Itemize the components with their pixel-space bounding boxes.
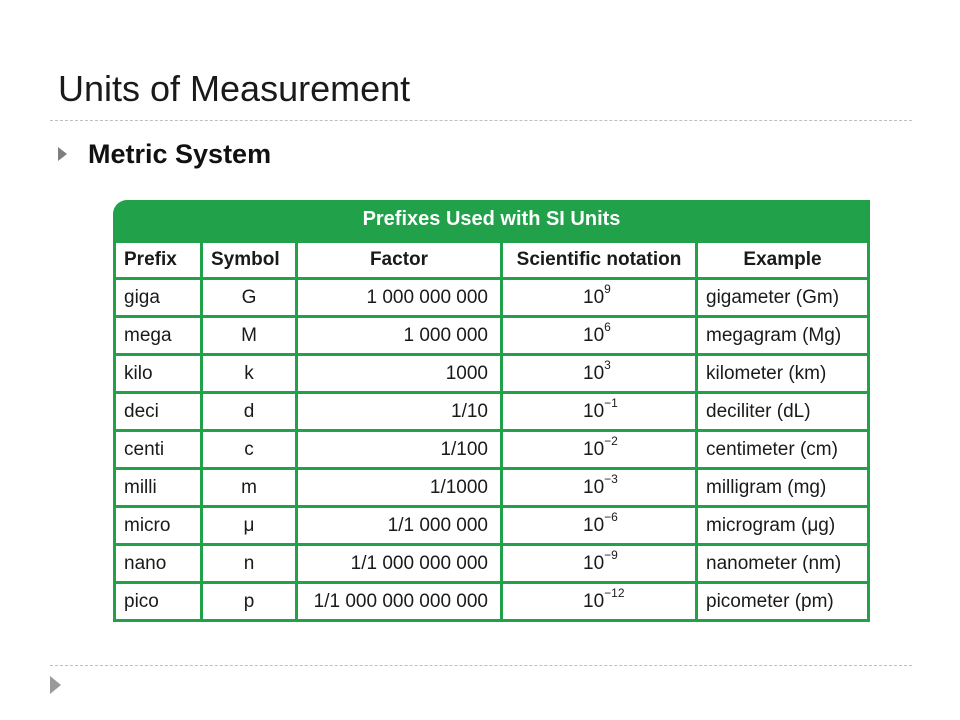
table-row [115,355,869,393]
table-row [115,545,869,583]
table-row [115,279,869,317]
sci-base: 10 [583,514,605,536]
cell-symbol: n [202,545,297,583]
header-scientific-notation: Scientific notation [502,242,697,279]
cell-symbol: μ [202,507,297,545]
header-factor: Factor [297,242,502,279]
cell-example: microgram (μg) [697,507,869,545]
footer-triangle-icon [50,676,61,694]
cell-prefix: kilo [115,355,202,393]
cell-example: centimeter (cm) [697,431,869,469]
table-row [115,317,869,355]
cell-symbol: c [202,431,297,469]
cell-example: deciliter (dL) [697,393,869,431]
table-row [115,469,869,507]
header-row [115,242,869,279]
sci-base: 10 [583,438,605,460]
sci-base: 10 [583,324,605,346]
cell-factor: 1/1 000 000 [297,507,502,545]
table-body [115,279,869,621]
cell-example: kilometer (km) [697,355,869,393]
cell-prefix: micro [115,507,202,545]
sci-exponent: 3 [604,358,611,373]
cell-example: gigameter (Gm) [697,279,869,317]
cell-scientific-notation [502,393,697,431]
cell-scientific-notation [502,507,697,545]
sci-base: 10 [583,552,605,574]
cell-prefix: deci [115,393,202,431]
cell-scientific-notation [502,545,697,583]
header-example: Example [697,242,869,279]
cell-symbol: p [202,583,297,621]
sci-exponent: −9 [604,548,618,563]
cell-factor: 1/1000 [297,469,502,507]
table-caption: Prefixes Used with SI Units [113,200,870,240]
cell-symbol: k [202,355,297,393]
sci-base: 10 [583,362,605,384]
sci-exponent: 9 [604,282,611,297]
cell-prefix: milli [115,469,202,507]
cell-prefix: mega [115,317,202,355]
cell-scientific-notation [502,469,697,507]
cell-scientific-notation [502,355,697,393]
cell-symbol: m [202,469,297,507]
bullet-triangle-icon [58,147,67,161]
cell-symbol: M [202,317,297,355]
header-prefix: Prefix [115,242,202,279]
footer-divider [50,665,912,666]
sci-base: 10 [583,400,605,422]
cell-factor: 1 000 000 000 [297,279,502,317]
bullet-text: Metric System [88,139,272,169]
cell-prefix: nano [115,545,202,583]
table-row [115,393,869,431]
cell-symbol: G [202,279,297,317]
cell-prefix: giga [115,279,202,317]
cell-scientific-notation [502,317,697,355]
cell-factor: 1/1 000 000 000 000 [297,583,502,621]
sci-base: 10 [583,590,605,612]
table-row [115,507,869,545]
cell-prefix: pico [115,583,202,621]
slide-title: Units of Measurement [58,68,411,109]
cell-scientific-notation [502,431,697,469]
cell-prefix: centi [115,431,202,469]
cell-factor: 1 000 000 [297,317,502,355]
cell-example: picometer (pm) [697,583,869,621]
sci-exponent: −6 [604,510,618,525]
sci-exponent: −3 [604,472,618,487]
cell-symbol: d [202,393,297,431]
cell-scientific-notation [502,279,697,317]
prefix-table [113,240,870,622]
table-row [115,583,869,621]
sci-base: 10 [583,286,605,308]
si-prefix-table [113,200,870,646]
cell-factor: 1000 [297,355,502,393]
sci-base: 10 [583,476,605,498]
cell-factor: 1/1 000 000 000 [297,545,502,583]
sci-exponent: 6 [604,320,611,335]
cell-factor: 1/10 [297,393,502,431]
table-row [115,431,869,469]
cell-example: megagram (Mg) [697,317,869,355]
cell-scientific-notation [502,583,697,621]
sci-exponent: −2 [604,434,618,449]
header-symbol: Symbol [202,242,297,279]
cell-factor: 1/100 [297,431,502,469]
cell-example: nanometer (nm) [697,545,869,583]
sci-exponent: −12 [604,586,625,601]
title-divider [50,120,912,121]
sci-exponent: −1 [604,396,618,411]
cell-example: milligram (mg) [697,469,869,507]
